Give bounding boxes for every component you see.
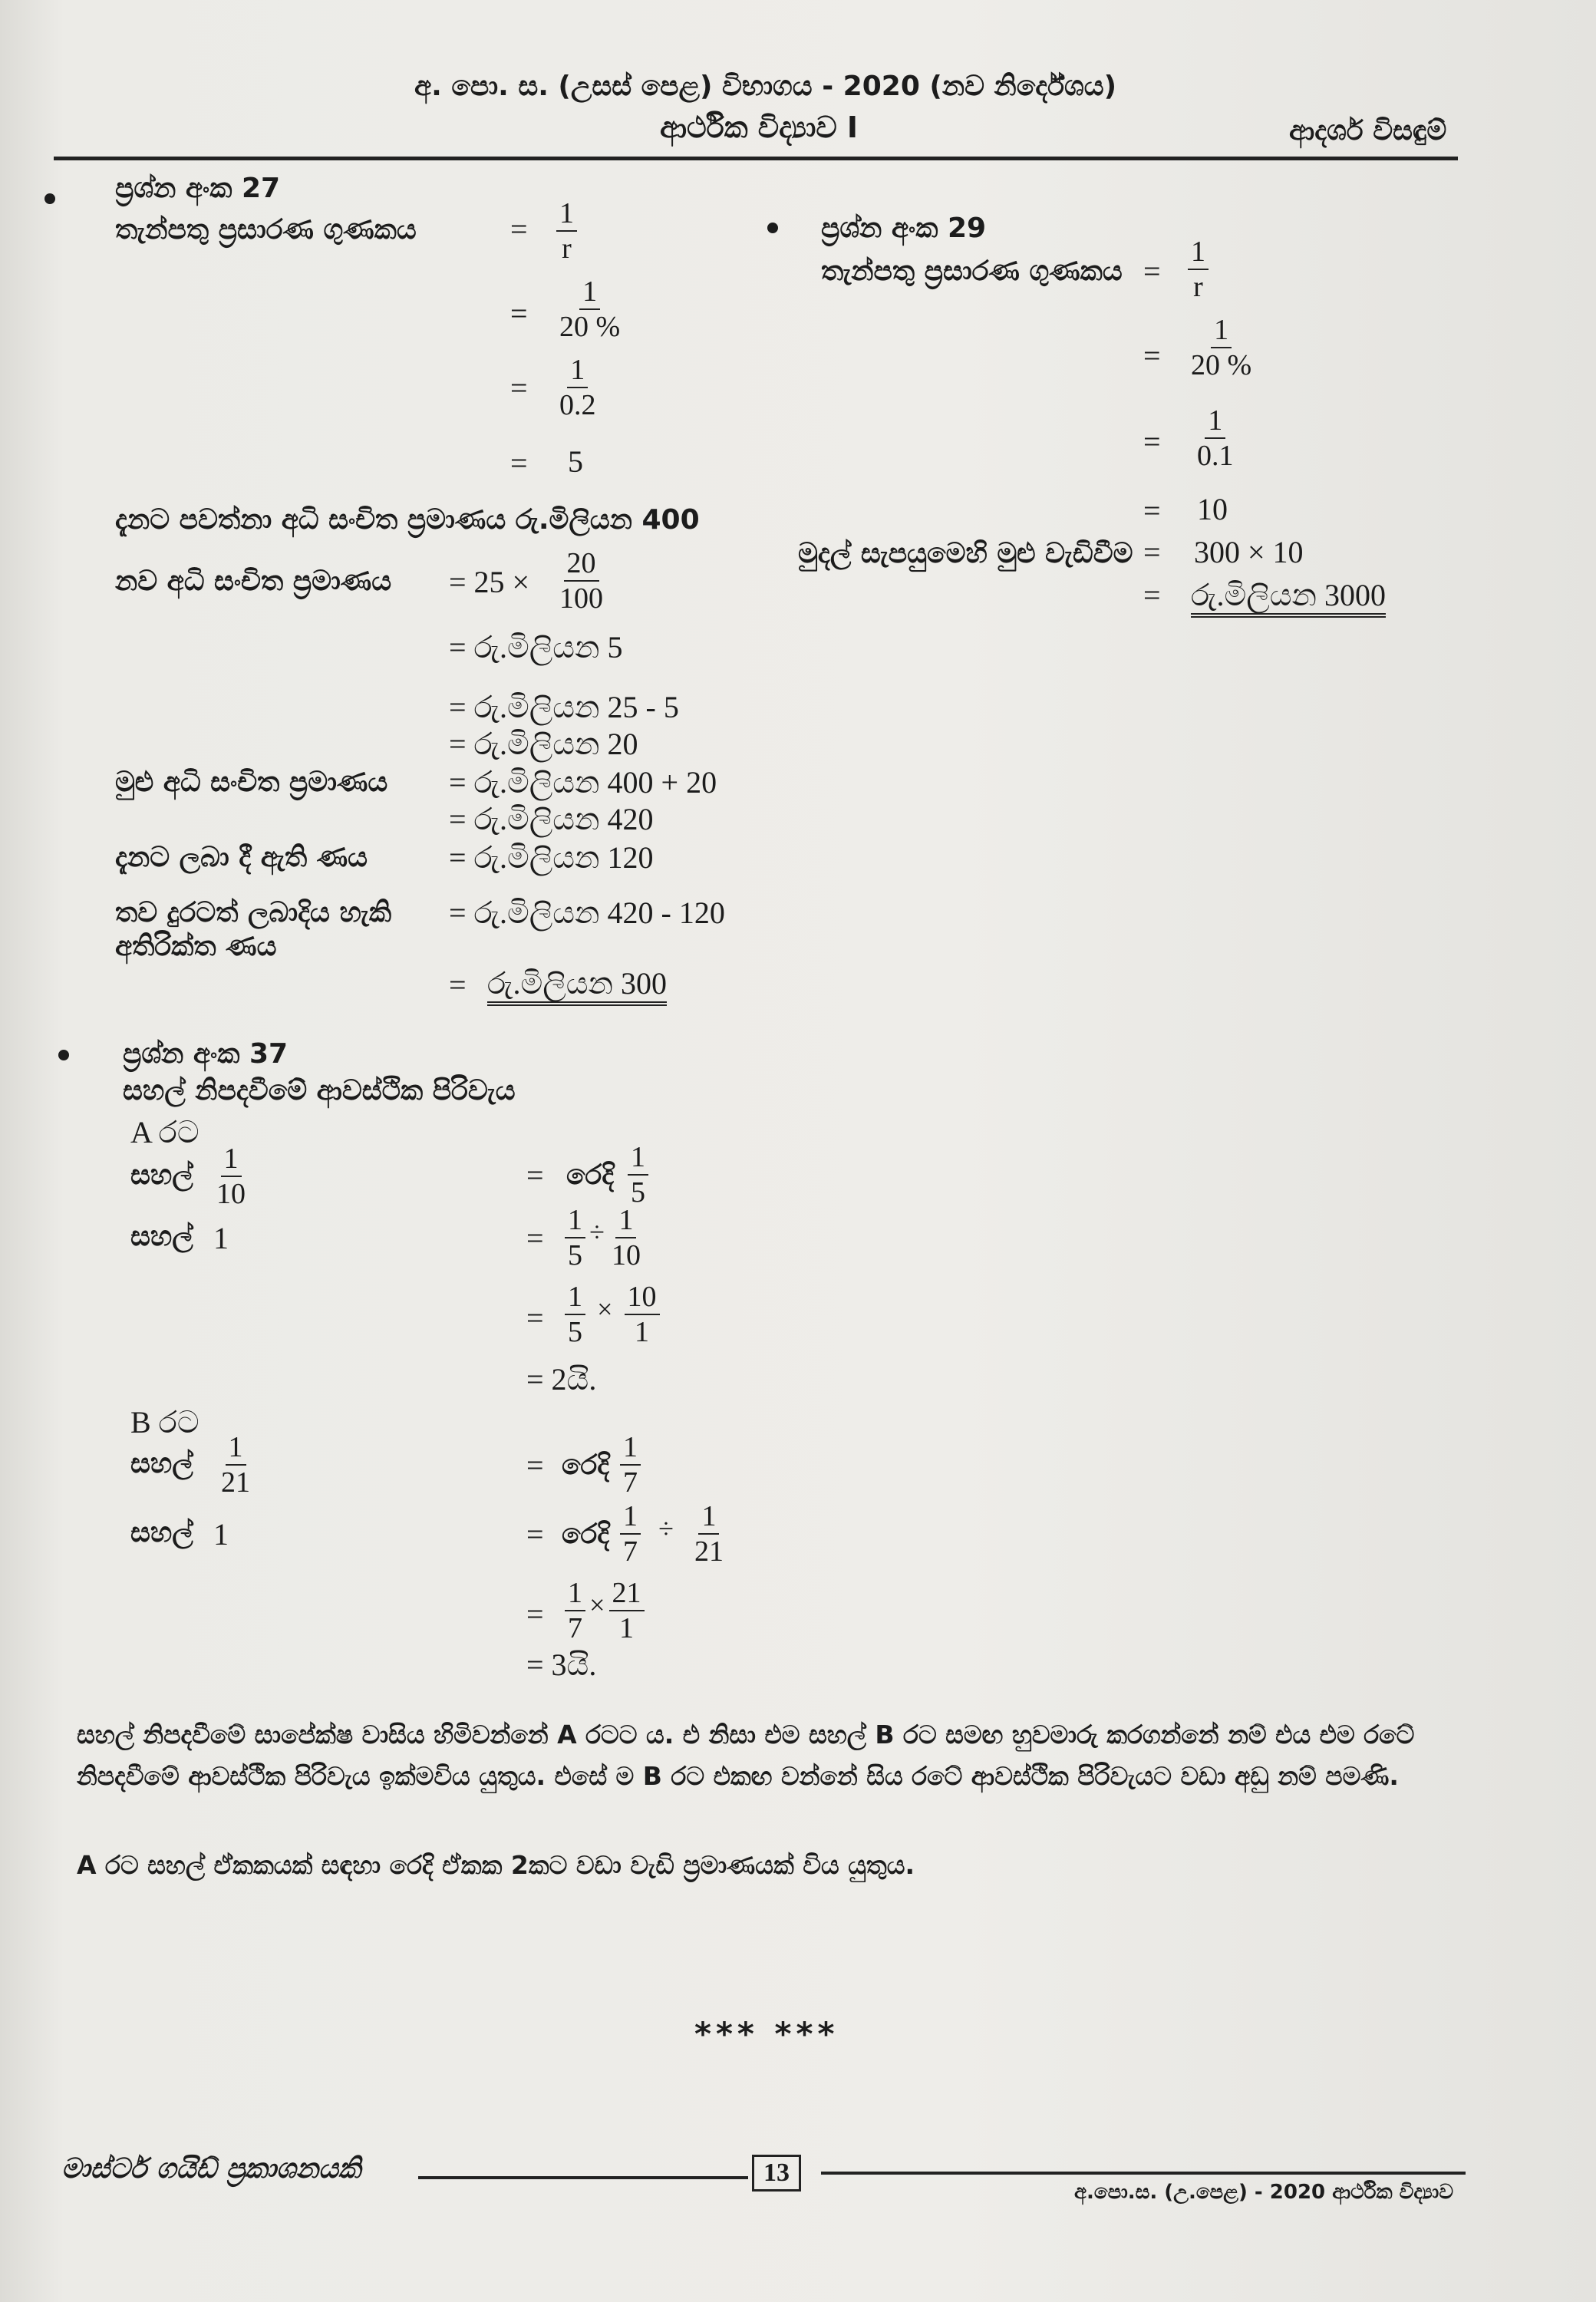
q37-b-s3-d1: 7 <box>568 1612 582 1644</box>
q37-b-r1-den: 7 <box>623 1466 638 1499</box>
q27-new-reserve-frac <box>556 546 606 615</box>
q29-supply-label: මුදල් සැපයුමෙහි මුළු වැඩිවීම <box>798 538 1133 569</box>
q29-f3-den: 0.1 <box>1197 440 1234 472</box>
q37-b-r1-frac <box>620 1430 641 1499</box>
q27-line-c: = රු.මිලියන 20 <box>449 727 638 761</box>
footer-rule-left <box>418 2176 748 2179</box>
q29-f3-num: 1 <box>1205 404 1225 439</box>
q37-b-eq-3: = <box>526 1597 544 1631</box>
q27-f2-num: 1 <box>579 275 600 310</box>
q29-eq-2: = <box>1143 338 1161 373</box>
q37-a-s3-n2: 10 <box>625 1280 660 1315</box>
q29-supply-calc: 300 × 10 <box>1194 535 1304 569</box>
q37-b-one: 1 <box>213 1517 229 1552</box>
q27-further-label-1: තව දුරටත් ලබාදිය හැකි <box>115 897 392 928</box>
q37-a-s2-n2: 1 <box>615 1203 636 1238</box>
q37-b-step2 <box>620 1499 727 1568</box>
q37-b-r1-num: 1 <box>620 1430 641 1466</box>
q27-loans-label: දැනට ලබා දී ඇති ණය <box>115 842 368 873</box>
exam-title: අ. පො. ස. (උසස් පෙළ) විභාගය - 2020 (නව නිර්දේශය) <box>414 71 1117 102</box>
q27-existing-reserve: දැනට පවත්නා අධි සංචිත ප්‍රමාණය රු.මිලියන 400 <box>115 504 700 536</box>
q27-f1-den: r <box>562 233 572 265</box>
q37-a-mul: × <box>597 1293 613 1324</box>
q37-a-f1-den: 10 <box>216 1178 246 1210</box>
q27-f1-num: 1 <box>556 196 577 232</box>
q27-eq-1: = <box>510 212 528 246</box>
q27-frac-1 <box>556 196 577 265</box>
q37-conclusion-note: A රට සහල් ඒකකයක් සඳහා රෙදි ඒකක 2කට වඩා වැඩි ප්‍රමාණයක් විය යුතුය. <box>77 1850 915 1880</box>
q37-b-s2-d1: 7 <box>623 1535 638 1568</box>
q27-further-value: = රු.මිලියන 420 - 120 <box>449 895 725 930</box>
q27-final-eq: = <box>449 968 467 1002</box>
q37-a-cloth-1: රෙදි <box>566 1159 615 1191</box>
q37-b-mul: × <box>589 1589 605 1621</box>
q37-a-r1-num: 1 <box>628 1140 648 1176</box>
q27-eq-4: = <box>510 446 528 480</box>
q29-eq-1: = <box>1143 254 1161 289</box>
q37-b-s3-d2: 1 <box>619 1612 634 1644</box>
q37-a-div: ÷ <box>589 1216 605 1248</box>
q37-a-rice-frac <box>213 1142 249 1211</box>
q37-a-s2-n1: 1 <box>565 1203 585 1238</box>
q37-b-eq-2: = <box>526 1517 544 1552</box>
q29-frac-3 <box>1194 404 1237 473</box>
q27-loans-value: = රු.මිලියන 120 <box>449 840 654 875</box>
q37-a-result: = 2යි. <box>526 1362 597 1397</box>
q29-multiplier-label: තැන්පතු ප්‍රසාරණ ගුණකය <box>821 256 1123 287</box>
q37-a-eq-3: = <box>526 1301 544 1335</box>
q37-a-step3 <box>565 1280 660 1349</box>
q27-frac-2 <box>556 275 623 344</box>
q37-b-rice-frac <box>218 1430 253 1499</box>
q37-a-s3-n1: 1 <box>565 1280 585 1315</box>
q37-a-rice-1: සහල් <box>130 1159 193 1191</box>
q37-a-s2-d2: 10 <box>611 1239 641 1271</box>
q29-f2-num: 1 <box>1211 313 1232 348</box>
q37-conclusion-paragraph: සහල් නිපදවීමේ සාපේක්ෂ වාසිය හිමිවන්නේ A රටට ය. එ නිසා එම සහල් B රට සමඟ හුවමාරු කරගන්නේ නම් එය එම රටේ නිපදවීමේ ආවස්ථික පිරිවැය ඉක්මවිය යුතුය. එසේ ම B රට එකඟ වන්නේ සිය රටේ ආවස්ථික පිරිවැයට වඩා අඩු නම් පමණි. <box>77 1720 1415 1791</box>
footer-rule-right <box>821 2172 1466 2175</box>
q29-result: 10 <box>1197 492 1228 526</box>
q37-bullet <box>58 1050 69 1060</box>
q27-line-a: = රු.මිලියන 5 <box>449 630 623 665</box>
q29-f1-num: 1 <box>1188 235 1209 270</box>
q37-subtitle: සහල් නිපදවීමේ ආවස්ථික පිරිවැය <box>123 1075 516 1106</box>
q27-frac-3 <box>556 353 599 422</box>
subject-title: ආර්ථික විද්‍යාව I <box>660 110 859 144</box>
q27-eq-2: = <box>510 296 528 331</box>
q37-b-country: B රට <box>130 1405 200 1440</box>
q37-b-s3-n2: 21 <box>609 1576 645 1611</box>
q37-b-div: ÷ <box>658 1512 674 1544</box>
q37-b-step3 <box>565 1576 645 1645</box>
q37-b-s2-n1: 1 <box>620 1499 641 1535</box>
q37-a-step2 <box>565 1203 644 1272</box>
q37-title: ප්‍රශ්න අංක 37 <box>123 1038 289 1070</box>
q27-further-label-2: අතිරික්ත ණය <box>115 931 277 962</box>
q37-a-one: 1 <box>213 1221 229 1255</box>
q37-b-rice-1: සහල් <box>130 1448 193 1479</box>
q37-a-country: A රට <box>130 1115 200 1149</box>
q27-multiplier-label: තැන්පතු ප්‍රසාරණ ගුණකය <box>115 214 417 246</box>
q29-eq-4: = <box>1143 493 1161 528</box>
page-number: 13 <box>752 2155 801 2192</box>
q37-b-s2-n2: 1 <box>698 1499 719 1535</box>
q29-final-value: රු.මිලියන 3000 <box>1191 577 1386 618</box>
q27-title: ප්‍රශ්න අංක 27 <box>115 173 281 204</box>
q37-a-r1-den: 5 <box>631 1176 645 1209</box>
q27-f3-num: 1 <box>567 353 588 388</box>
q29-f2-den: 20 % <box>1191 349 1252 381</box>
q27-nr-den: 100 <box>559 582 603 615</box>
q27-bullet <box>45 193 55 204</box>
q29-eq-3: = <box>1143 424 1161 459</box>
q29-frac-1 <box>1188 235 1209 304</box>
header-rule <box>54 157 1458 160</box>
q27-f2-den: 20 % <box>559 311 621 343</box>
q27-nr-num: 20 <box>564 546 599 582</box>
q27-total-label: මුළු අධි සංචිත ප්‍රමාණය <box>115 767 388 798</box>
q27-final-value: රු.මිලියන 300 <box>487 965 667 1006</box>
q37-b-eq-1: = <box>526 1448 544 1482</box>
q29-bullet <box>767 223 778 233</box>
q29-eq-5: = <box>1143 535 1161 569</box>
q27-total-b: = රු.මිලියන 420 <box>449 802 654 836</box>
q27-line-b: = රු.මිලියන 25 - 5 <box>449 690 679 724</box>
q29-title: ප්‍රශ්න අංක 29 <box>821 213 987 244</box>
q37-a-s2-d1: 5 <box>568 1239 582 1271</box>
q37-a-eq-1: = <box>526 1158 544 1192</box>
q37-b-result: = 3යි. <box>526 1647 597 1682</box>
q37-b-cloth-2: රෙදි <box>562 1519 610 1550</box>
q37-a-rice-2: සහල් <box>130 1221 193 1252</box>
q29-eq-6: = <box>1143 578 1161 612</box>
q37-a-f1-num: 1 <box>221 1142 242 1177</box>
footer-right-text: අ.පො.ස. (උ.පෙළ) - 2020 ආර්ථික විද්‍යාව <box>1074 2181 1454 2204</box>
q37-a-s3-d1: 5 <box>568 1316 582 1348</box>
q37-b-s3-n1: 1 <box>565 1576 585 1611</box>
q37-b-cloth-1: රෙදි <box>562 1449 610 1481</box>
q29-f1-den: r <box>1193 271 1203 303</box>
q37-a-r1-frac <box>628 1140 648 1209</box>
end-stars: *** *** <box>694 2015 839 2053</box>
q27-new-reserve-label: නව අධි සංචිත ප්‍රමාණය <box>115 566 392 597</box>
q27-total-a: = රු.මිලියන 400 + 20 <box>449 765 717 800</box>
q29-frac-2 <box>1188 313 1255 382</box>
publisher-name: මාස්ටර් ගයිඩ් ප්‍රකාශනයකි <box>61 2153 361 2185</box>
q37-b-rice-2: සහල් <box>130 1517 193 1548</box>
q37-a-s3-d2: 1 <box>635 1316 649 1348</box>
q27-f3-den: 0.2 <box>559 389 596 421</box>
q27-new-reserve-prefix: = 25 × <box>449 565 530 599</box>
model-answers-label: ආදර්ශ විසඳුම් <box>1289 115 1447 147</box>
q37-b-f1-num: 1 <box>226 1430 246 1466</box>
q27-eq-3: = <box>510 371 528 405</box>
q27-result: 5 <box>568 444 583 479</box>
q37-b-f1-den: 21 <box>221 1466 250 1499</box>
q37-a-eq-2: = <box>526 1221 544 1255</box>
q37-b-s2-d2: 21 <box>694 1535 724 1568</box>
